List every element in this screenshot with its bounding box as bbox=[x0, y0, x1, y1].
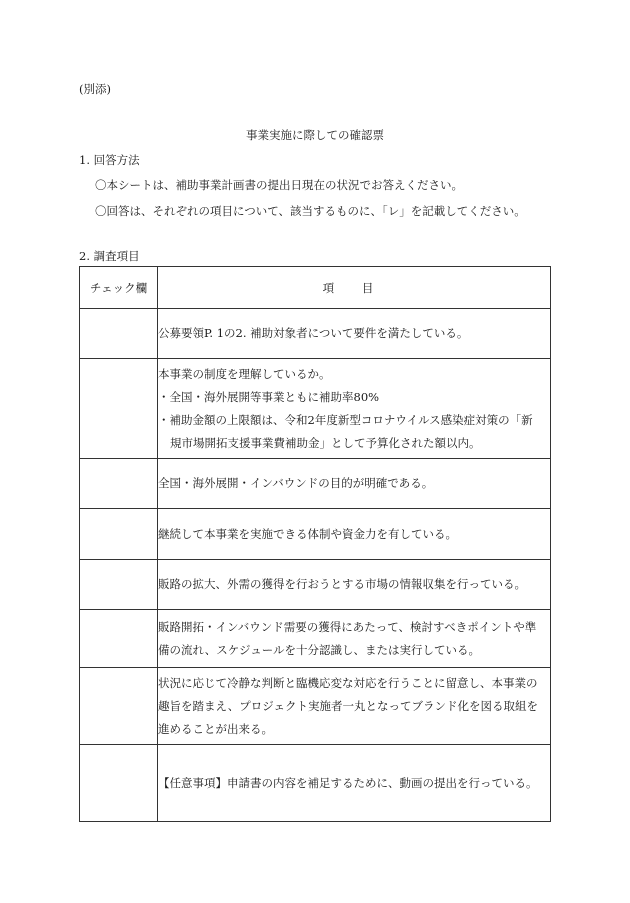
instruction-line: 〇本シートは、補助事業計画書の提出日現在の状況でお答えください。 bbox=[95, 178, 463, 192]
check-cell[interactable] bbox=[80, 560, 158, 610]
check-cell[interactable] bbox=[80, 509, 158, 560]
table-row bbox=[80, 745, 551, 822]
item-cell bbox=[158, 610, 551, 668]
item-text: 【任意事項】申請書の内容を補足するために、動画の提出を行っている。 bbox=[158, 775, 538, 790]
check-cell[interactable] bbox=[80, 359, 158, 459]
check-cell[interactable] bbox=[80, 610, 158, 668]
table-row bbox=[80, 459, 551, 509]
item-cell bbox=[158, 745, 551, 822]
item-cell bbox=[158, 509, 551, 560]
table-row bbox=[80, 610, 551, 668]
instruction-line: 〇回答は、それぞれの項目について、該当するものに、「レ」を記載してください。 bbox=[95, 204, 526, 218]
item-text: ・補助金額の上限額は、令和2年度新型コロナウイルス感染症対策の「新 bbox=[158, 412, 533, 427]
item-text: 状況に応じて冷静な判断と臨機応変な対応を行うことに留意し、本事業の bbox=[158, 675, 538, 690]
item-text: 本事業の制度を理解しているか。 bbox=[158, 366, 331, 381]
section2-heading: 2. 調査項目 bbox=[79, 249, 140, 263]
item-text: ・全国・海外展開等事業ともに補助率80% bbox=[158, 389, 380, 404]
table-row bbox=[80, 509, 551, 560]
item-cell bbox=[158, 668, 551, 745]
header-check: チェック欄 bbox=[80, 267, 158, 309]
item-text: 進めることが出来る。 bbox=[158, 721, 273, 736]
table-row bbox=[80, 668, 551, 745]
table-header-row bbox=[80, 267, 551, 309]
table-row bbox=[80, 359, 551, 459]
item-cell bbox=[158, 359, 551, 459]
check-cell[interactable] bbox=[80, 309, 158, 359]
item-text: 販路の拡大、外需の獲得を行おうとする市場の情報収集を行っている。 bbox=[158, 577, 526, 591]
attachment-label: (別添) bbox=[79, 82, 111, 96]
item-text: 販路開拓・インバウンド需要の獲得にあたって、検討すべきポイントや準 bbox=[158, 619, 537, 634]
table-row bbox=[80, 309, 551, 359]
check-table bbox=[79, 266, 551, 822]
item-text: 備の流れ、スケジュールを十分認識し、または実行している。 bbox=[158, 642, 480, 657]
item-cell bbox=[158, 459, 551, 509]
item-text: 全国・海外展開・インバウンドの目的が明確である。 bbox=[158, 476, 434, 490]
item-cell bbox=[158, 309, 551, 359]
section1-heading: 1. 回答方法 bbox=[79, 153, 140, 167]
item-text: 公募要領P. 1の2. 補助対象者について要件を満たしている。 bbox=[158, 326, 469, 340]
header-item: 項 目 bbox=[158, 267, 551, 309]
item-text: 規市場開拓支援事業費補助金」として予算化された額以内。 bbox=[170, 435, 481, 450]
check-cell[interactable] bbox=[80, 745, 158, 822]
item-cell bbox=[158, 560, 551, 610]
item-text: 継続して本事業を実施できる体制や資金力を有している。 bbox=[158, 526, 457, 541]
check-cell[interactable] bbox=[80, 459, 158, 509]
document-title: 事業実施に際しての確認票 bbox=[246, 128, 384, 142]
check-cell[interactable] bbox=[80, 668, 158, 745]
table-row bbox=[80, 560, 551, 610]
item-text: 趣旨を踏まえ、プロジェクト実施者一丸となってブランド化を図る取組を bbox=[158, 698, 538, 713]
